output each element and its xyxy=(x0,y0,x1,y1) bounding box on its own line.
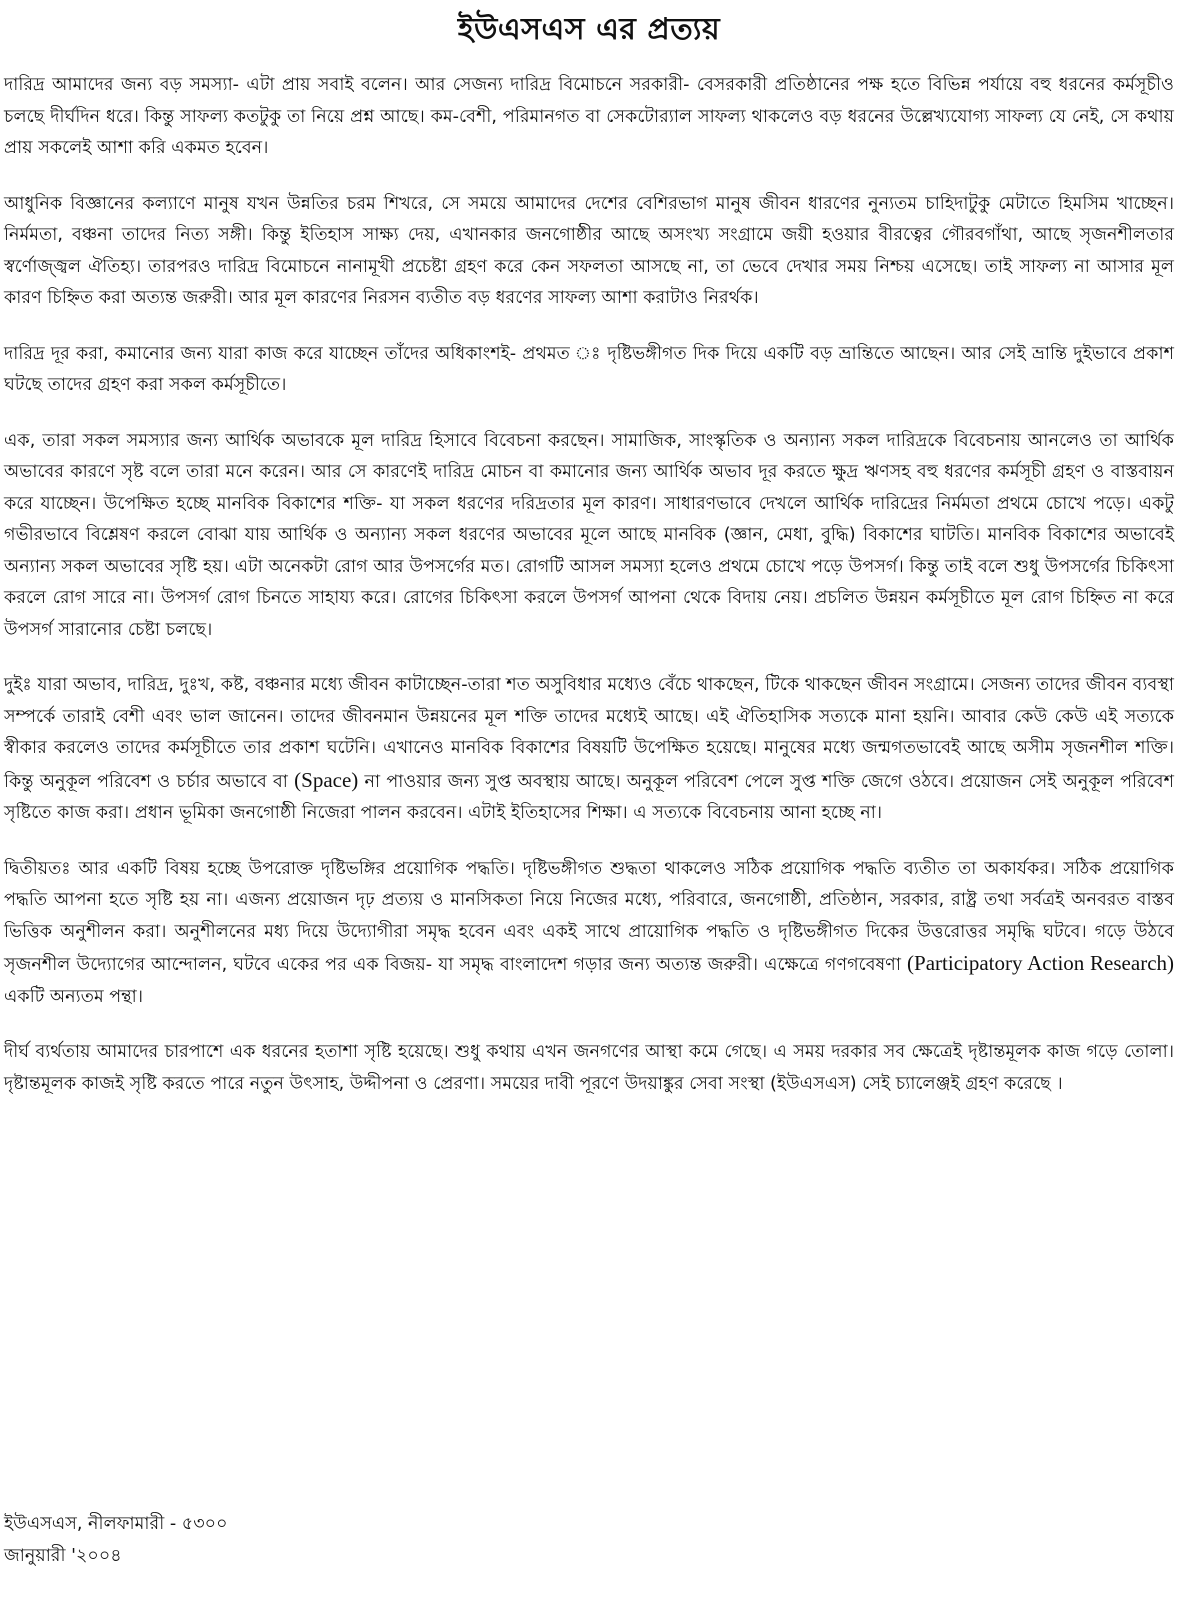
document-title: ইউএসএস এর প্রত্যয় xyxy=(457,12,721,47)
paragraph-6-text-before: দ্বিতীয়তঃ আর একটি বিষয় হচ্ছে উপরোক্ত দৃষ্টিভঙ্গির প্রয়োগিক পদ্ধতি। দৃষ্টিভঙ্গীগত শুদ্ধতা থাকলেও সঠিক প্রয়োগিক পদ্ধতি ব্যতীত তা অকার্যকর। সঠিক প্রয়োগিক পদ্ধতি আপনা হতে সৃষ্টি হয় না। এজন্য প্রয়োজন দৃঢ় প্রত্যয় ও মানসিকতা নিয়ে নিজের মধ্যে, পরিবারে, জনগোষ্ঠী, প্রতিষ্ঠান, সরকার, রাষ্ট্র তথা সর্বত্রই অনবরত বাস্তব ভিত্তিক অনুশীলন করা। অনুশীলনের মধ্য দিয়ে উদ্যোগীরা সমৃদ্ধ হবেন এবং একই সাথে প্রায়োগিক পদ্ধতি ও দৃষ্টিভঙ্গীগত দিকের উত্তরোত্তর সমৃদ্ধি ঘটবে। গড়ে উঠবে সৃজনশীল উদ্যোগের আন্দোলন, ঘটবে একের পর এক বিজয়- যা সমৃদ্ধ বাংলাদেশ গড়ার জন্য অত্যন্ত জরুরী। এক্ষেত্রে গণগবেষণা xyxy=(4,858,1174,975)
paragraph-2: আধুনিক বিজ্ঞানের কল্যাণে মানুষ যখন উন্নতির চরম শিখরে, সে সময়ে আমাদের দেশের বেশিরভাগ মানুষ জীবন ধারণের নুন্যতম চাহিদাটুকু মেটাতে হিমসিম খাচ্ছেন। নির্মমতা, বঞ্চনা তাদের নিত্য সঙ্গী। কিন্তু ইতিহাস সাক্ষ্য দেয়, এখানকার জনগোষ্ঠীর আছে অসংখ্য সংগ্রামে জয়ী হওয়ার বীরত্বের গৌরবগাঁথা, আছে সৃজনশীলতার স্বর্ণোজ্জ্বল ঐতিহ্য। তারপরও দারিদ্র বিমোচনে নানামূখী প্রচেষ্টা গ্রহণ করে কেন সফলতা আসছে না, তা ভেবে দেখার সময় নিশ্চয় এসেছে। তাই সাফল্য না আসার মূল কারণ চিহ্নিত করা অত্যন্ত জরুরী। আর মূল কারণের নিরসন ব্যতীত বড় ধরণের সাফল্য আশা করাটাও নিরর্থক। xyxy=(4,193,1174,308)
footer-address: ইউএসএস, নীলফামারী - ৫৩০০ xyxy=(4,1514,228,1534)
paragraph-5-text-before: দুইঃ যারা অভাব, দারিদ্র, দুঃখ, কষ্ট, বঞ্চনার মধ্যে জীবন কাটাচ্ছেন-তারা শত অসুবিধার মধ্যেও বেঁচে থাকছেন, টিকে থাকছেন জীবন সংগ্রামে। সেজন্য তাদের জীবন ব্যবস্থা সম্পর্কে তারাই বেশী এবং ভাল জানেন। তাদের জীবনমান উন্নয়নের মূল শক্তি তাদের মধ্যেই আছে। এই ঐতিহাসিক সত্যকে মানা হয়নি। আবার কেউ কেউ এই সত্যকে স্বীকার করলেও তাদের কর্মসূচীতে তার প্রকাশ ঘটেনি। এখানেও মানবিক বিকাশের বিষয়টি উপেক্ষিত হয়েছে। মানুষের মধ্যে জন্মগতভাবেই আছে অসীম সৃজনশীল শক্তি। কিন্তু অনুকূল পরিবেশ ও চর্চার অভাবে বা xyxy=(4,675,1174,792)
paragraph-3: দারিদ্র দূর করা, কমানোর জন্য যারা কাজ করে যাচ্ছেন তাঁদের অধিকাংশই- প্রথমত ঃ দৃষ্টিভঙ্গীগত দিক দিয়ে একটি বড় ভ্রান্তিতে আছেন। আর সেই ভ্রান্তি দুইভাবে প্রকাশ ঘটছে তাদের গ্রহণ করা সকল কর্মসূচীতে। xyxy=(4,343,1174,395)
paragraph-6-text-after: একটি অন্যতম পন্থা। xyxy=(4,986,144,1007)
paragraph-6-latin-term: (Participatory Action Research) xyxy=(907,951,1175,975)
footer-date: জানুয়ারী '২০০৪ xyxy=(4,1546,122,1566)
paragraph-5-latin-term: (Space) xyxy=(294,767,359,792)
paragraph-4: এক, তারা সকল সমস্যার জন্য আর্থিক অভাবকে মূল দারিদ্র হিসাবে বিবেচনা করছেন। সামাজিক, সাংস্কৃতিক ও অন্যান্য সকল দারিদ্রকে বিবেচনায় আনলেও তা আর্থিক অভাবের কারণে সৃষ্ট বলে তারা মনে করেন। আর সে কারণেই দারিদ্র মোচন বা কমানোর জন্য আর্থিক অভাব দূর করতে ক্ষুদ্র ঋণসহ বহু ধরণের কর্মসূচী গ্রহণ ও বাস্তবায়ন করে যাচ্ছেন। উপেক্ষিত হচ্ছে মানবিক বিকাশের শক্তি- যা সকল ধরণের দরিদ্রতার মূল কারণ। সাধারণভাবে দেখলে আর্থিক দারিদ্রের নির্মমতা প্রথমে চোখে পড়ে। একটু গভীরভাবে বিশ্লেষণ করলে বোঝা যায় আর্থিক ও অন্যান্য সকল ধরণের অভাবের মূলে আছে মানবিক (জ্ঞান, মেধা, বুদ্ধি) বিকাশের ঘাটতি। মানবিক বিকাশের অভাবেই অন্যান্য সকল অভাবের সৃষ্টি হয়। এটা অনেকটা রোগ আর উপসর্গের মত। রোগটি আসল সমস্যা হলেও প্রথমে চোখে পড়ে উপসর্গ। কিন্তু তাই বলে শুধু উপসর্গের চিকিৎসা করলে রোগ সারে না। উপসর্গ রোগ চিনতে সাহায্য করে। রোগের চিকিৎসা করলে উপসর্গ আপনা থেকে বিদায় নেয়। প্রচলিত উন্নয়ন কর্মসূচীতে মূল রোগ চিহ্নিত না করে উপসর্গ সারানোর চেষ্টা চলছে। xyxy=(4,430,1174,640)
paragraph-5 xyxy=(4,670,1174,830)
paragraph-6 xyxy=(4,854,1174,1014)
paragraph-1: দারিদ্র আমাদের জন্য বড় সমস্যা- এটা প্রায় সবাই বলেন। আর সেজন্য দারিদ্র বিমোচনে সরকারী- বেসরকারী প্রতিষ্ঠানের পক্ষ হতে বিভিন্ন পর্যায়ে বহু ধরনের কর্মসূচীও চলছে দীর্ঘদিন ধরে। কিন্তু সাফল্য কতটুকু তা নিয়ে প্রশ্ন আছে। কম-বেশী, পরিমানগত বা সেকটোর‌্যাল সাফল্য থাকলেও বড় ধরনের উল্লেখ্যযোগ্য সাফল্য যে নেই, সে কথায় প্রায় সকলেই আশা করি একমত হবেন। xyxy=(4,75,1174,158)
paragraph-7: দীর্ঘ ব্যর্থতায় আমাদের চারপাশে এক ধরনের হতাশা সৃষ্টি হয়েছে। শুধু কথায় এখন জনগণের আস্থা কমে গেছে। এ সময় দরকার সব ক্ষেত্রেই দৃষ্টান্তমূলক কাজ গড়ে তোলা। দৃষ্টান্তমূলক কাজই সৃষ্টি করতে পারে নতুন উৎসাহ, উদ্দীপনা ও প্রেরণা। সময়ের দাবী পূরণে উদয়াঙ্কুর সেবা সংস্থা (ইউএসএস) সেই চ্যালেঞ্জই গ্রহণ করেছে । xyxy=(4,1042,1174,1094)
footer xyxy=(4,1508,228,1572)
paragraph-5-text-after: না পাওয়ার জন্য সুপ্ত অবস্থায় আছে। অনুকূল পরিবেশ পেলে সুপ্ত শক্তি জেগে ওঠবে। প্রয়োজন সেই অনুকূল পরিবেশ সৃষ্টিতে কাজ করা। প্রধান ভূমিকা জনগোষ্ঠী নিজেরা পালন করবেন। এটাই ইতিহাসের শিক্ষা। এ সত্যকে বিবেচনায় আনা হচ্ছে না। xyxy=(4,771,1174,823)
